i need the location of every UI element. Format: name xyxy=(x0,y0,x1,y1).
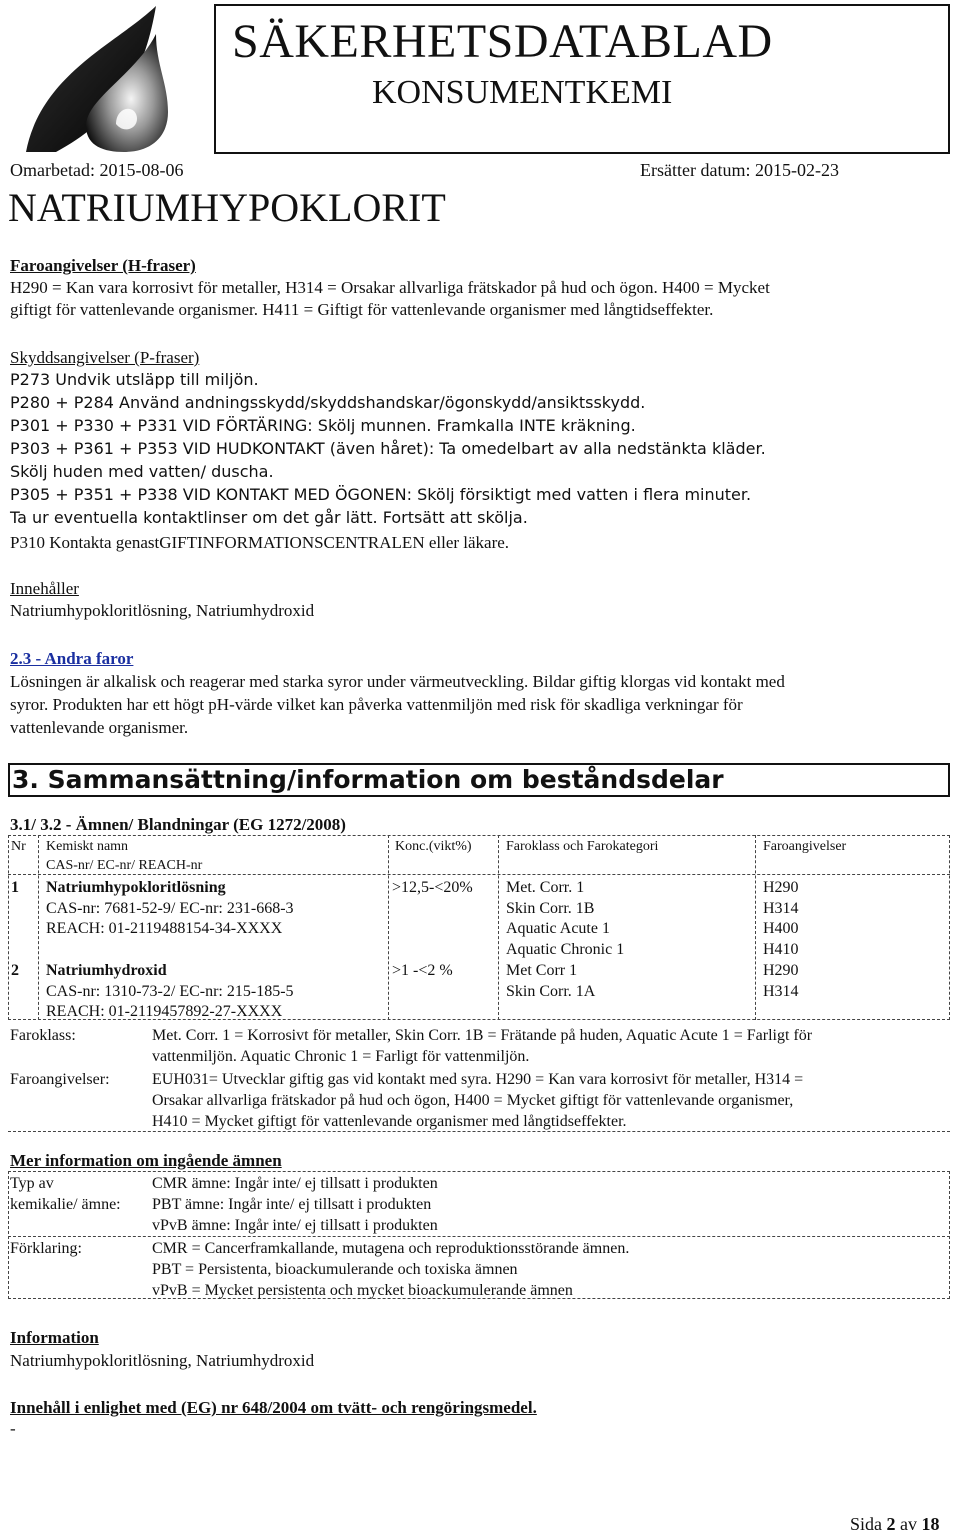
drop-logo-icon xyxy=(6,4,214,154)
faroklass-text: vattenmiljön. Aquatic Chronic 1 = Farligt för vattenmiljön. xyxy=(152,1048,530,1065)
h-phrases-line: H290 = Kan vara korrosivt för metaller, H314 = Orsakar allvarliga frätskador på hud och ögon. H400 = Mycket xyxy=(10,278,770,297)
table-row-name: Natriumhydroxid xyxy=(46,962,167,979)
p-phrase-line: P273 Undvik utsläpp till miljön. xyxy=(10,370,259,389)
p-phrase-line: Skölj huden med vatten/ duscha. xyxy=(10,462,274,481)
page-total: 18 xyxy=(921,1514,940,1534)
table-row-conc: >12,5-<20% xyxy=(392,879,473,896)
substance-type-label: kemikalie/ ämne: xyxy=(10,1196,121,1213)
other-hazards-line: Lösningen är alkalisk och reagerar med starka syror under värmeutveckling. Bildar giftig klorgas vid kontakt med xyxy=(10,672,785,691)
product-name: NATRIUMHYPOKLORIT xyxy=(8,185,446,230)
page-current: 2 xyxy=(886,1514,896,1534)
contains-text: Natriumhypokloritlösning, Natriumhydroxid xyxy=(10,601,315,620)
table-row-nr: 2 xyxy=(11,962,19,979)
p-phrase-line: Ta ur eventuella kontaktlinser om det går lätt. Fortsätt att skölja. xyxy=(10,508,528,527)
revised-date: Omarbetad: 2015-08-06 xyxy=(10,160,184,180)
faroangivelser-text: Orsakar allvarliga frätskador på hud och ögon, H400 = Mycket giftigt för vattenlevande organismer, xyxy=(152,1092,794,1109)
table-row-ids: CAS-nr: 1310-73-2/ EC-nr: 215-185-5 xyxy=(46,983,294,1000)
col-header-hazard: Faroangivelser xyxy=(763,839,847,854)
more-info-heading: Mer information om ingående ämnen xyxy=(10,1151,282,1170)
page-word: Sida xyxy=(850,1514,883,1534)
table-row-name: Natriumhypokloritlösning xyxy=(46,879,226,896)
page-number xyxy=(850,1514,940,1535)
p-phrase-line: P301 + P330 + P331 VID FÖRTÄRING: Skölj munnen. Framkalla INTE kräkning. xyxy=(10,416,636,435)
section-3-subheading: 3.1/ 3.2 - Ämnen/ Blandningar (EG 1272/2008) xyxy=(10,815,346,834)
document-title: SÄKERHETSDATABLAD xyxy=(232,15,773,68)
table-row-hazard: H314 xyxy=(763,900,799,917)
col-header-nr: Nr xyxy=(11,839,26,854)
table-row-class: Met Corr 1 xyxy=(506,962,578,979)
faroangivelser-label: Faroangivelser: xyxy=(10,1071,110,1088)
h-phrases-line: giftigt för vattenlevande organismer. H411 = Giftigt för vattenlevande organismer med långtidseffekter. xyxy=(10,300,714,319)
table-row-conc: >1 -<2 % xyxy=(392,962,453,979)
col-header-name: Kemiskt namn xyxy=(46,839,129,854)
p-phrase-line: P310 Kontakta genastGIFTINFORMATIONSCENTRALEN eller läkare. xyxy=(10,533,510,552)
substance-type-line: CMR ämne: Ingår inte/ ej tillsatt i produkten xyxy=(152,1175,438,1192)
p-phrase-line: P280 + P284 Använd andningsskydd/skyddshandskar/ögonskydd/ansiktsskydd. xyxy=(10,393,646,412)
explanation-label: Förklaring: xyxy=(10,1240,82,1257)
information-text: Natriumhypokloritlösning, Natriumhydroxid xyxy=(10,1351,315,1370)
replaces-date: Ersätter datum: 2015-02-23 xyxy=(640,160,839,180)
col-header-class: Faroklass och Farokategori xyxy=(506,839,659,854)
section-3-title: 3. Sammansättning/information om beståndsdelar xyxy=(12,765,724,794)
table-row-nr: 1 xyxy=(11,879,19,896)
table-row-hazard: H290 xyxy=(763,962,799,979)
table-row-class: Aquatic Acute 1 xyxy=(506,920,610,937)
col-header-conc: Konc.(vikt%) xyxy=(395,839,472,854)
p-phrase-line: P305 + P351 + P338 VID KONTAKT MED ÖGONEN: Skölj försiktigt med vatten i flera minuter. xyxy=(10,485,752,504)
detergent-dash: - xyxy=(10,1419,16,1438)
table-row-reach: REACH: 01-2119457892-27-XXXX xyxy=(46,1003,283,1020)
information-heading: Information xyxy=(10,1328,99,1347)
p-phrase-line: P303 + P361 + P353 VID HUDKONTAKT (även håret): Ta omedelbart av alla nedstänkta kläder. xyxy=(10,439,766,458)
table-row-hazard: H290 xyxy=(763,879,799,896)
p-phrases-heading: Skyddsangivelser (P-fraser) xyxy=(10,348,200,367)
faroangivelser-text: EUH031= Utvecklar giftig gas vid kontakt med syra. H290 = Kan vara korrosivt för metaller, H314 = xyxy=(152,1071,804,1088)
explanation-line: PBT = Persistenta, bioackumulerande och toxiska ämnen xyxy=(152,1261,518,1278)
table-row-hazard: H314 xyxy=(763,983,799,1000)
table-row-class: Skin Corr. 1B xyxy=(506,900,595,917)
col-header-name-sub: CAS-nr/ EC-nr/ REACH-nr xyxy=(46,858,203,873)
table-row-reach: REACH: 01-2119488154-34-XXXX xyxy=(46,920,283,937)
substance-type-line: vPvB ämne: Ingår inte/ ej tillsatt i produkten xyxy=(152,1217,438,1234)
company-logo xyxy=(6,4,214,154)
explanation-line: vPvB = Mycket persistenta och mycket bioackumulerande ämnen xyxy=(152,1282,573,1299)
faroklass-label: Faroklass: xyxy=(10,1027,76,1044)
table-row-class: Skin Corr. 1A xyxy=(506,983,596,1000)
table-row-ids: CAS-nr: 7681-52-9/ EC-nr: 231-668-3 xyxy=(46,900,294,917)
other-hazards-line: syror. Produkten har ett högt pH-värde vilket kan påverka vattenmiljön med risk för skadliga verkningar för xyxy=(10,695,743,714)
h-phrases-heading: Faroangivelser (H-fraser) xyxy=(10,256,196,275)
document-subtitle: KONSUMENTKEMI xyxy=(372,74,673,111)
table-row-class: Aquatic Chronic 1 xyxy=(506,941,625,958)
table-row-hazard: H410 xyxy=(763,941,799,958)
faroklass-text: Met. Corr. 1 = Korrosivt för metaller, Skin Corr. 1B = Frätande på huden, Aquatic Acute 1 = Farligt för xyxy=(152,1027,813,1044)
faroangivelser-text: H410 = Mycket giftigt för vattenlevande organismer med långtidseffekter. xyxy=(152,1113,627,1130)
table-row-class: Met. Corr. 1 xyxy=(506,879,585,896)
other-hazards-heading[interactable]: 2.3 - Andra faror xyxy=(10,649,134,668)
substance-type-label: Typ av xyxy=(10,1175,54,1192)
other-hazards-line: vattenlevande organismer. xyxy=(10,718,189,737)
explanation-line: CMR = Cancerframkallande, mutagena och reproduktionsstörande ämnen. xyxy=(152,1240,630,1257)
table-row-hazard: H400 xyxy=(763,920,799,937)
page-of-word: av xyxy=(900,1514,918,1534)
detergent-heading: Innehåll i enlighet med (EG) nr 648/2004 om tvätt- och rengöringsmedel. xyxy=(10,1398,537,1417)
contains-heading: Innehåller xyxy=(10,579,79,598)
substance-type-line: PBT ämne: Ingår inte/ ej tillsatt i produkten xyxy=(152,1196,432,1213)
